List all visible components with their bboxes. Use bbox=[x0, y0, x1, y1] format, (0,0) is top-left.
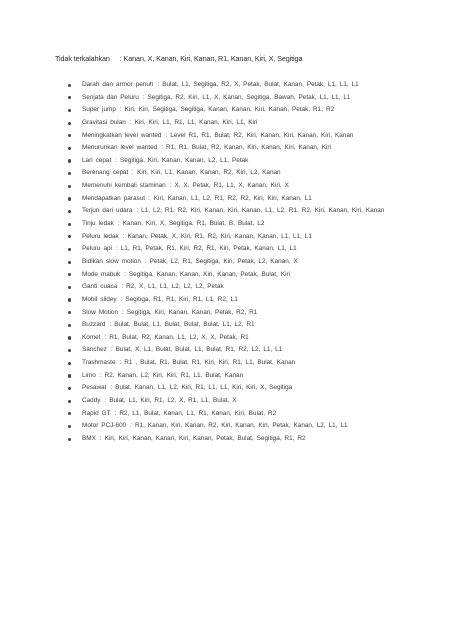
item-code: : Bulat, L1, Segitiga, R2, X, Petak, Bulat, Kanan, Petak, L1, L1, L1 bbox=[157, 81, 359, 88]
item-name: Super jump bbox=[82, 106, 116, 114]
item-code: : Kanan, Kiri, X, Segitiga, R1, Bulat, B, Bulat, L2 bbox=[117, 220, 265, 228]
bullet-icon bbox=[68, 374, 71, 377]
bullet-icon bbox=[68, 96, 71, 99]
item-name: Rapid GT bbox=[82, 409, 111, 417]
bullet-icon bbox=[68, 336, 71, 339]
list-item bbox=[0, 206, 453, 217]
list-item bbox=[0, 143, 453, 154]
item-code: : Kiri, Kiri, Kanan, Kanan, Kiri, Kanan, Petak, Bulat, Segitiga, R1, R2 bbox=[99, 434, 306, 442]
list-item bbox=[0, 282, 453, 293]
bullet-icon bbox=[68, 349, 71, 352]
item-name: Tinju ledak bbox=[82, 220, 114, 228]
item-name: Ganti cuaca bbox=[82, 283, 118, 291]
bullet-icon bbox=[68, 438, 71, 441]
item-name: Peluru api bbox=[82, 245, 112, 253]
bullet-icon bbox=[68, 286, 71, 289]
item-code: : Bulat, Kanan, L1, L2, Kiri, R1, L1, L1, Kiri, Kiri, X, Segitiga bbox=[110, 384, 293, 392]
item-code: : Segitiga, Kanan, Kanan, Kiri, Kanan, Petak, Bulat, Kiri bbox=[124, 270, 291, 278]
item-name: Mobil slidey bbox=[82, 295, 117, 303]
list-item bbox=[0, 320, 453, 331]
item-code: : Bulat, L1, Kiri, R1, L2, X, R1, L1, Bulat, X bbox=[104, 397, 237, 405]
list-item bbox=[0, 194, 453, 205]
item-code: : R2, Kanan, L2, Kiri, Kiri, R1, L1, Bulat, Kanan bbox=[99, 371, 244, 379]
item-name: BMX bbox=[82, 434, 96, 442]
item-code: : Bulat, X, L1, Bulat, Bulat, L1, Bulat, R1, R2, L2, L1, L1 bbox=[110, 346, 283, 354]
item-name: Motor PCJ-600 bbox=[82, 422, 127, 430]
list-item bbox=[0, 219, 453, 230]
item-code: : R1, Bulat, R2, Kanan, L1, L2, X, X, Petak, R1 bbox=[104, 333, 249, 341]
list-item bbox=[0, 168, 453, 179]
item-code: Kiri, Kanan, L1, L2, R1, R2, R2, Kiri, Kiri, Kanan, L1 bbox=[153, 194, 312, 202]
bullet-icon bbox=[68, 197, 71, 200]
item-code: : R1, R1, Bulat, R2, Kanan, Kiri, Kanan, Kiri, Kanan, Kiri bbox=[161, 144, 331, 152]
item-code: : L1, L2, R1, R2, Kiri, Kanan, Kiri, Kanan, L1, L2, R1, R2, Kiri, Kanan, Kiri, Kanan bbox=[136, 207, 385, 215]
item-name: Gravitasi bulan bbox=[82, 118, 126, 126]
list-item bbox=[0, 295, 453, 306]
item-code: Kiri, Kiri, L1, Kanan, Kanan, R2, Kiri, L2, Kanan bbox=[137, 169, 281, 177]
heading-value: : Kanan, X, Kanan, Kiri, Kanan, R1, Kanan, Kiri, X, Segitiga bbox=[119, 54, 303, 63]
list-item bbox=[0, 396, 453, 407]
item-code: : Bulat, Bulat, L1, Bulat, Bulat, Bulat, L1, L2, R1 bbox=[109, 321, 255, 329]
list-item bbox=[0, 80, 453, 91]
bullet-icon bbox=[68, 248, 71, 251]
item-name: Trashmaste bbox=[82, 359, 116, 367]
list-item bbox=[0, 371, 453, 382]
item-name: Limo bbox=[82, 371, 96, 379]
bullet-icon bbox=[68, 273, 71, 276]
list-item bbox=[0, 345, 453, 356]
list-item bbox=[0, 118, 453, 129]
item-code: : Kanan, Petak, X, Kiri, R1, R2, Kiri, Kanan, Kanan, L1, L1, L1 bbox=[122, 232, 312, 240]
item-code: : Petak, L2, R1, Segitiga, Kiri, Petak, L2, Kanan, X bbox=[144, 257, 298, 265]
bullet-icon bbox=[68, 134, 71, 137]
bullet-icon bbox=[68, 324, 71, 327]
item-name: Slow Motion bbox=[82, 308, 119, 316]
item-code: : Kiri, Kiri, L1, R1, L1, Kanan, Kiri, L1, Kiri bbox=[129, 118, 258, 126]
item-name: Mode mabuk bbox=[82, 270, 121, 278]
bullet-icon bbox=[68, 172, 71, 175]
bullet-icon bbox=[68, 147, 71, 150]
bullet-icon bbox=[68, 425, 71, 428]
item-code: : X, X, Petak, R1, L1, X, Kanan, Kiri, X bbox=[169, 182, 289, 190]
bullet-icon bbox=[68, 122, 71, 125]
list-item bbox=[0, 156, 453, 167]
bullet-icon bbox=[68, 84, 71, 87]
list-item bbox=[0, 93, 453, 104]
bullet-icon bbox=[68, 298, 71, 301]
list-item bbox=[0, 181, 453, 192]
bullet-icon bbox=[68, 109, 71, 112]
item-code: : Segitiga, Kiri, Kanan, Kanan, L2, L1, Petak bbox=[115, 156, 249, 164]
bullet-icon bbox=[68, 235, 71, 238]
list-item bbox=[0, 358, 453, 369]
cheat-list bbox=[0, 80, 453, 447]
item-name: Darah dan armor penuh bbox=[82, 81, 154, 88]
bullet-icon bbox=[68, 223, 71, 226]
page-heading bbox=[55, 54, 302, 63]
item-name: Mendapatkan parasut : bbox=[82, 194, 150, 202]
item-code: : Segitiga, R2, Kiri, L1, X, Kanan, Segitiga, Bawah, Petak, L1, L1, L1 bbox=[142, 93, 351, 101]
bullet-icon bbox=[68, 400, 71, 403]
item-code: : R2, L1, Bulat, Kanan, L1, R1, Kanan, Kiri, Bulat, R2 bbox=[114, 409, 277, 417]
item-name: Pesawat bbox=[82, 384, 107, 392]
item-code: : Kiri, Kiri, Segitiga, Segitiga, Kanan, Kanan, Kiri, Kanan, Petak, R1, R2 bbox=[119, 106, 335, 114]
item-code: : R1, Kanan, Kiri, Kanan, R2, Kiri, Kanan, Kiri, Petak, Kanan, L2, L1, L1 bbox=[130, 422, 348, 430]
list-item bbox=[0, 105, 453, 116]
list-item bbox=[0, 131, 453, 142]
item-code: : Level R1, R1, Bulat, R2, Kiri, Kanan, Kiri, Kanan, Kiri, Kanan bbox=[165, 131, 354, 139]
bullet-icon bbox=[68, 261, 71, 264]
list-item bbox=[0, 409, 453, 420]
list-item bbox=[0, 244, 453, 255]
item-code: : R1 , Bulat, R1, Bulat, R1, Kiri, Kiri, R1, L1, Bulat, Kanan bbox=[119, 359, 296, 367]
item-name: Peluru ledak bbox=[82, 232, 119, 240]
item-name: Meningkatkan level wanted bbox=[82, 131, 162, 139]
list-item bbox=[0, 257, 453, 268]
item-name: Berenang cepat : bbox=[82, 169, 134, 177]
item-name: Terjun dari udara bbox=[82, 207, 133, 215]
item-name: Caddy bbox=[82, 397, 101, 405]
item-name: Memenuhi kembali staminan bbox=[82, 182, 166, 190]
bullet-icon bbox=[68, 362, 71, 365]
item-code: : Segitiga, Kiri, Kanan, Kanan, Petak, R2, R1 bbox=[122, 308, 258, 316]
bullet-icon bbox=[68, 210, 71, 213]
list-item bbox=[0, 421, 453, 432]
list-item bbox=[0, 232, 453, 243]
item-name: Sanchez bbox=[82, 346, 107, 354]
heading-title: Tidak terkalahkan bbox=[55, 54, 110, 63]
bullet-icon bbox=[68, 311, 71, 314]
list-item bbox=[0, 434, 453, 445]
item-name: Menurunkan level wanted bbox=[82, 144, 158, 152]
item-code: : R2, X, L1, L1, L2, L2, L2, Petak bbox=[121, 283, 224, 291]
item-name: Buzzard bbox=[82, 321, 106, 329]
item-name: Senjata dan Peluru bbox=[82, 93, 139, 101]
bullet-icon bbox=[68, 387, 71, 390]
item-name: Komet bbox=[82, 333, 101, 341]
bullet-icon bbox=[68, 185, 71, 188]
list-item bbox=[0, 383, 453, 394]
list-item bbox=[0, 308, 453, 319]
item-name: Lari cepat bbox=[82, 156, 112, 164]
list-item bbox=[0, 333, 453, 344]
item-code: : L1, R1, Petak, R1, Kiri, R2, R1, Kiri, Petak, Kanan, L1, L1 bbox=[115, 245, 297, 253]
bullet-icon bbox=[68, 412, 71, 415]
bullet-icon bbox=[68, 159, 71, 162]
list-item bbox=[0, 270, 453, 281]
item-code: : Segitiga, R1, R1, Kiri, R1, L1, R2, L1 bbox=[120, 295, 238, 303]
item-name: Bidikan slow motion bbox=[82, 257, 141, 265]
